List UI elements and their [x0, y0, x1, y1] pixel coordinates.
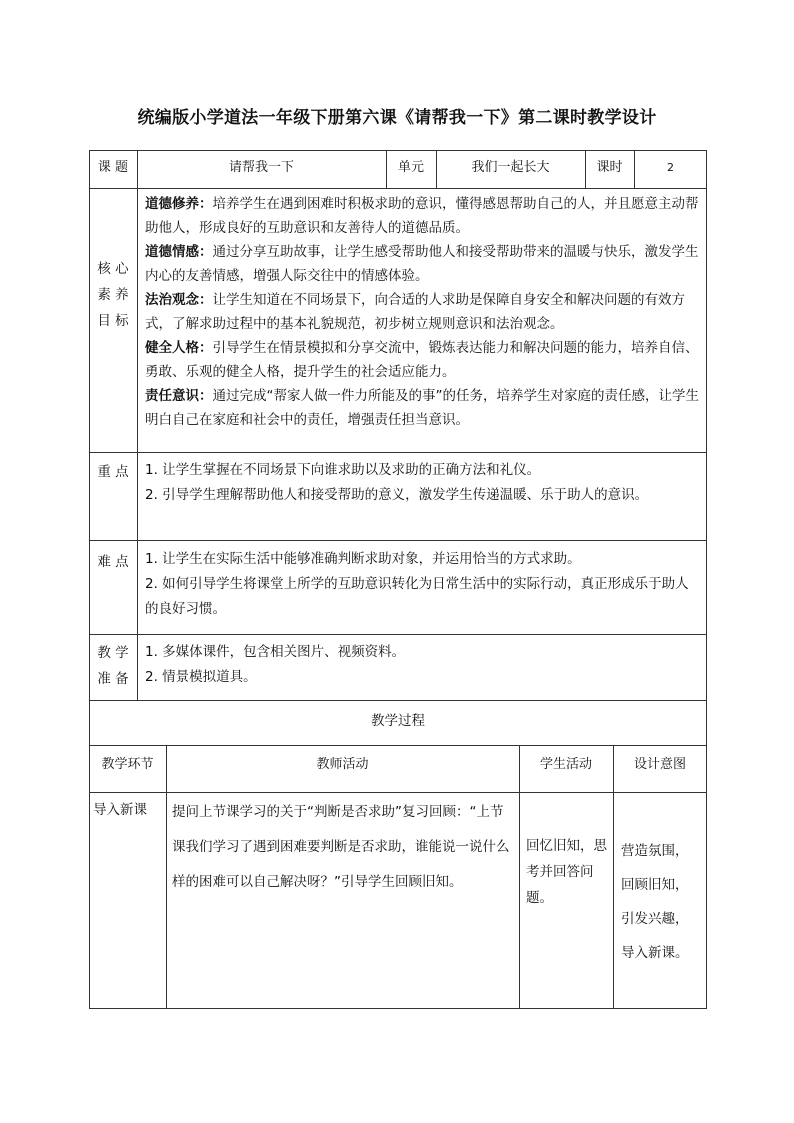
prep-content — [145, 640, 700, 690]
process-title: 教学过程 — [371, 713, 425, 729]
row-intent: 营造氛围，回顾旧知，引发兴趣，导入新课。 — [621, 843, 689, 961]
core-goal-item: 道德修养：培养学生在遇到困难时积极求助的意识，懂得感恩帮助自己的人，并且愿意主动帮助他人，形成良好的互助意识和友善待人的道德品质。 — [145, 196, 699, 236]
unit-label: 单元 — [397, 160, 424, 175]
row-student: 回忆旧知，思考并回答问题。 — [526, 838, 607, 906]
core-goal-heading: 法治观念 — [145, 292, 199, 308]
core-goal-text: 培养学生在遇到困难时积极求助的意识，懂得感恩帮助自己的人，并且愿意主动帮助他人，形成良好的互助意识和友善待人的道德品质。 — [145, 196, 699, 236]
header-teacher: 教师活动 — [316, 757, 369, 772]
prep-label: 教 学 准 备 — [97, 645, 129, 687]
core-goal-text: 通过分享互助故事，让学生感受帮助他人和接受帮助带来的温暖与快乐，激发学生内心的友善情感，增强人际交往中的情感体验。 — [145, 244, 699, 284]
core-goals-label: 核 心 素 养 目 标 — [97, 261, 129, 329]
key-points-label: 重 点 — [97, 464, 129, 480]
header-intent: 设计意图 — [633, 757, 686, 772]
key-points-content — [145, 458, 700, 508]
core-goal-heading: 责任意识 — [145, 388, 199, 404]
core-goal-heading: 道德修养 — [145, 196, 199, 212]
topic-label: 课 题 — [97, 160, 129, 175]
core-goal-item: 责任意识：通过完成“帮家人做一件力所能及的事”的任务，培养学生对家庭的责任感，让学生明白自己在家庭和社会中的责任，增强责任担当意识。 — [145, 388, 699, 428]
core-goal-item: 道德情感：通过分享互助故事，让学生感受帮助他人和接受帮助带来的温暖与快乐，激发学生内心的友善情感，增强人际交往中的情感体验。 — [145, 244, 699, 284]
hours-label: 课时 — [596, 160, 623, 175]
hours-value: 2 — [667, 161, 674, 174]
header-student: 学生活动 — [539, 757, 592, 772]
core-goals-content — [145, 192, 700, 432]
key-point-item: 2. 引导学生理解帮助他人和接受帮助的意义，激发学生传递温暖、乐于助人的意识。 — [145, 487, 649, 503]
topic-value: 请帮我一下 — [228, 160, 294, 175]
difficult-points-content — [145, 547, 700, 622]
prep-item: 1. 多媒体课件，包含相关图片、视频资料。 — [145, 644, 406, 660]
difficult-points-label: 难 点 — [97, 554, 129, 570]
header-stage: 教学环节 — [101, 757, 154, 772]
core-goal-text: 让学生知道在不同场景下，向合适的人求助是保障自身安全和解决问题的有效方式，了解求助过程中的基本礼貌规范，初步树立规则意识和法治观念。 — [145, 292, 685, 332]
key-point-item: 1. 让学生掌握在不同场景下向谁求助以及求助的正确方法和礼仪。 — [145, 462, 541, 478]
core-goal-item: 健全人格：引导学生在情景模拟和分享交流中，锻炼表达能力和解决问题的能力，培养自信、勇敢、乐观的健全人格，提升学生的社会适应能力。 — [145, 340, 699, 380]
prep-item: 2. 情景模拟道具。 — [145, 669, 257, 685]
row-stage: 导入新课 — [93, 802, 147, 818]
core-goal-item: 法治观念：让学生知道在不同场景下，向合适的人求助是保障自身安全和解决问题的有效方式，了解求助过程中的基本礼貌规范，初步树立规则意识和法治观念。 — [145, 292, 685, 332]
core-goal-text: 通过完成“帮家人做一件力所能及的事”的任务，培养学生对家庭的责任感，让学生明白自己在家庭和社会中的责任，增强责任担当意识。 — [145, 388, 699, 428]
difficult-point-item: 2. 如何引导学生将课堂上所学的互助意识转化为日常生活中的实际行动，真正形成乐于助人的良好习惯。 — [145, 576, 689, 617]
difficult-point-item: 1. 让学生在实际生活中能够准确判断求助对象，并运用恰当的方式求助。 — [145, 551, 581, 567]
core-goal-heading: 健全人格 — [145, 340, 199, 356]
row-teacher: 提问上节课学习的关于“判断是否求助”复习回顾：“上节课我们学习了遇到困难要判断是否求助，谁能说一说什么样的困难可以自己解决呀？”引导学生回顾旧知。 — [172, 804, 510, 890]
core-goal-heading: 道德情感 — [145, 244, 199, 260]
document-title: 统编版小学道法一年级下册第六课《请帮我一下》第二课时教学设计 — [137, 108, 657, 128]
core-goal-text: 引导学生在情景模拟和分享交流中，锻炼表达能力和解决问题的能力，培养自信、勇敢、乐观的健全人格，提升学生的社会适应能力。 — [145, 340, 699, 380]
unit-value: 我们一起长大 — [471, 160, 550, 175]
